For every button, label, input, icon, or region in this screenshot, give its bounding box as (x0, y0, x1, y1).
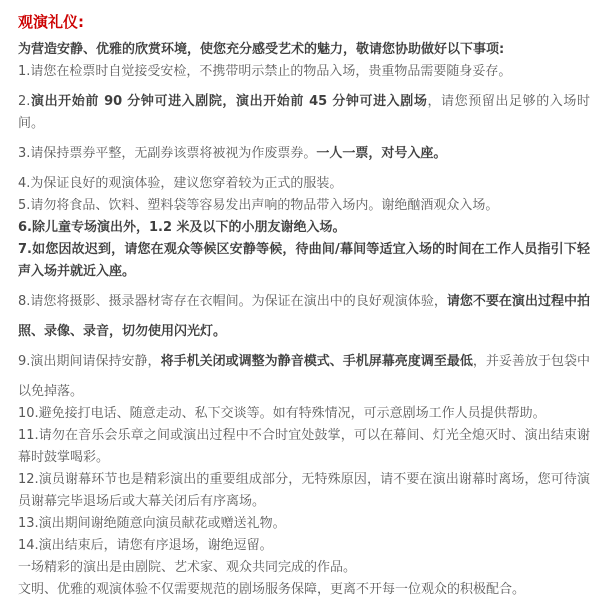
item-10 (18, 403, 590, 425)
text-run: 10.避免接打电话、随意走动、私下交谈等。如有特殊情况，可示意剧场工作人员提供帮助。 (18, 406, 546, 421)
text-run: 9.演出期间请保持安静， (18, 354, 161, 369)
item-2 (18, 91, 590, 135)
item-3 (18, 143, 590, 165)
text-run: ，并妥善放于包袋中以免掉落。 (18, 354, 590, 399)
item-13 (18, 513, 590, 535)
emphasis-text-run: 将手机关闭或调整为静音模式、手机屏幕亮度调至最低 (160, 354, 473, 369)
emphasis-text-run: 演出开始前 90 分钟可进入剧院，演出开始前 45 分钟可进入剧场 (30, 94, 428, 109)
text-run: 4.为保证良好的观演体验，建议您穿着较为正式的服装。 (18, 176, 343, 191)
intro-line (18, 39, 590, 61)
item-1 (18, 61, 590, 83)
closing-1 (18, 557, 590, 579)
text-run: 3.请保持票券平整，无副券该票将被视为作废票券。 (18, 146, 317, 161)
closing-2 (18, 579, 590, 601)
emphasis-text-run: 一人一票，对号入座。 (316, 146, 447, 161)
text-run: 1.请您在检票时自觉接受安检，不携带明示禁止的物品入场，贵重物品需要随身妥存。 (18, 64, 512, 79)
item-9 (18, 347, 590, 407)
text-run: 14.演出结束后，请您有序退场，谢绝逗留。 (18, 538, 273, 553)
text-run: 11.请勿在音乐会乐章之间或演出过程中不合时宜处鼓掌，可以在幕间、灯光全熄灭时、演出结束谢幕时鼓掌喝彩。 (18, 428, 590, 465)
item-5 (18, 195, 590, 217)
emphasis-text-run: 为营造安静、优雅的欣赏环境，使您充分感受艺术的魅力，敬请您协助做好以下事项: (18, 42, 505, 57)
emphasis-text-run: 6.除儿童专场演出外，1.2 米及以下的小朋友谢绝入场。 (18, 220, 346, 235)
text-run: 8.请您将摄影、摄录器材寄存在衣帽间。为保证在演出中的良好观演体验， (18, 294, 447, 309)
text-run: 2. (18, 94, 31, 109)
text-run: 5.请勿将食品、饮料、塑料袋等容易发出声响的物品带入场内。谢绝酗酒观众入场。 (18, 198, 499, 213)
text-run: ，请您预留出足够的入场时间。 (18, 94, 590, 131)
text-run: 一场精彩的演出是由剧院、艺术家、观众共同完成的作品。 (18, 560, 357, 575)
item-12 (18, 469, 590, 513)
item-8 (18, 287, 590, 347)
text-run: 文明、优雅的观演体验不仅需要规范的剧场服务保障，更离不开每一位观众的积极配合。 (18, 582, 526, 597)
text-run: 13.演出期间谢绝随意向演员献花或赠送礼物。 (18, 516, 286, 531)
item-6 (18, 217, 590, 239)
etiquette-paragraphs (18, 39, 590, 601)
item-7 (18, 239, 590, 283)
emphasis-text-run: 7.如您因故迟到，请您在观众等候区安静等候，待曲间/幕间等适宜入场的时间在工作人员指引下轻声入场并就近入座。 (18, 242, 590, 279)
text-run: 12.演员谢幕环节也是精彩演出的重要组成部分，无特殊原因，请不要在演出谢幕时离场，您可待演员谢幕完毕退场后或大幕关闭后有序离场。 (18, 472, 590, 509)
page-title: 观演礼仪: (18, 13, 84, 31)
item-14 (18, 535, 590, 557)
item-4 (18, 173, 590, 195)
emphasis-text-run: 请您不要在演出过程中拍照、录像、录音，切勿使用闪光灯。 (18, 294, 590, 339)
item-11 (18, 425, 590, 469)
